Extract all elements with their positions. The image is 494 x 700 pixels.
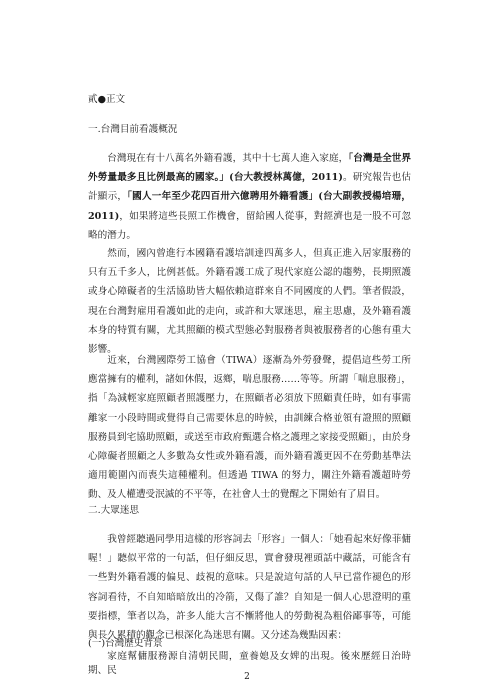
quote-lin-wan-yi: 「台灣是全世界外勞量最多且比例最高的國家。」(台大教授林萬億，2011) [88, 153, 412, 184]
paragraph-text: 台灣現在有十八萬名外籍看護，其中十七萬人進入家庭， [107, 153, 349, 164]
paragraph-tiwa: 近來，台灣國際勞工協會（TIWA）逐漸為外勞發聲，提倡這些勞工所應當擁有的權利，諸如休假，返鄉，喘息服務……等等。所謂「喘息服務」，指「為減輕家庭照顧者照護壓力，在照顧者必須放下照顧責任時，如有事需離家一小段時間或覺得自己需要休息的時候，由訓練合格並領有證照的照顧服務員到宅協助照顧，或送至市政府甄選合格之護理之家接受照顧」，由於身心障礙者照顧之人多數為女性或外籍看護，而外籍看護更因不在勞動基準法適用範圍內而喪失這種權利。但透過 TIWA 的努力，關注外籍看護超時勞動、及人權遭受泯滅的不平等，在社會人士的覺醒之下開始有了眉目。 [88, 355, 411, 501]
quote-yang-pei-shan: 「國人一年至少花四百卅六億聘用外籍看護」(台大副教授楊培珊，2011) [88, 191, 411, 222]
paragraph-text: ，如果將這些長照工作機會，留給國人從事，對經濟也是一股不可忽略的潛力。 [88, 210, 411, 241]
paragraph-text: 。研究報告也估計顯示， [88, 172, 411, 203]
section-title-nursing-overview: 一.台灣目前看護概況 [88, 124, 178, 135]
paragraph-history: 家庭幫傭服務源自清朝民間，童養媳及女婢的出現。後來歷經日治時期、民 [88, 651, 411, 676]
subsection-title-history: (一)台灣歷史背景 [88, 638, 163, 649]
section-title-public-myths: 二.大眾迷思 [88, 505, 140, 516]
page-number: 2 [244, 672, 250, 682]
document-heading: 貳●正文 [88, 94, 126, 105]
paragraph-myths: 我曾經聽過同學用這樣的形容詞去「形容」一個人：「她看起來好像菲傭喔！」聽似平常的一句話，但仔細反思，實會發現裡頭話中藏話，可能含有一些對外籍看護的偏見、歧視的意味。只是說這句話的人早已當作褪色的形容詞看待，不自知暗暗放出的冷箭，又傷了誰？自知是一個人心思澄明的重要指標，筆者以為，許多人能大言不慚將他人的勞動視為粗俗鄙事等，可能與長久累積的觀念已根深化為迷思有關。又分述為幾點因素： [88, 534, 411, 642]
paragraph-local-training: 然而，國內曾進行本國籍看護培訓達四萬多人，但真正進入居家服務的只有五千多人，比例甚低。外籍看護工成了現代家庭公認的趨勢，長期照護或身心障礙者的生活協助皆大幅依賴這群來自不同國度的人們。筆者假設，現在台灣對雇用看護如此的走向，或許和大眾迷思，雇主思慮，及外籍看護本身的特質有關，尤其照顧的模式型態必對服務者與被服務者的心態有重大影響。 [88, 248, 411, 356]
paragraph-foreign-caregiver-stats [88, 149, 411, 245]
